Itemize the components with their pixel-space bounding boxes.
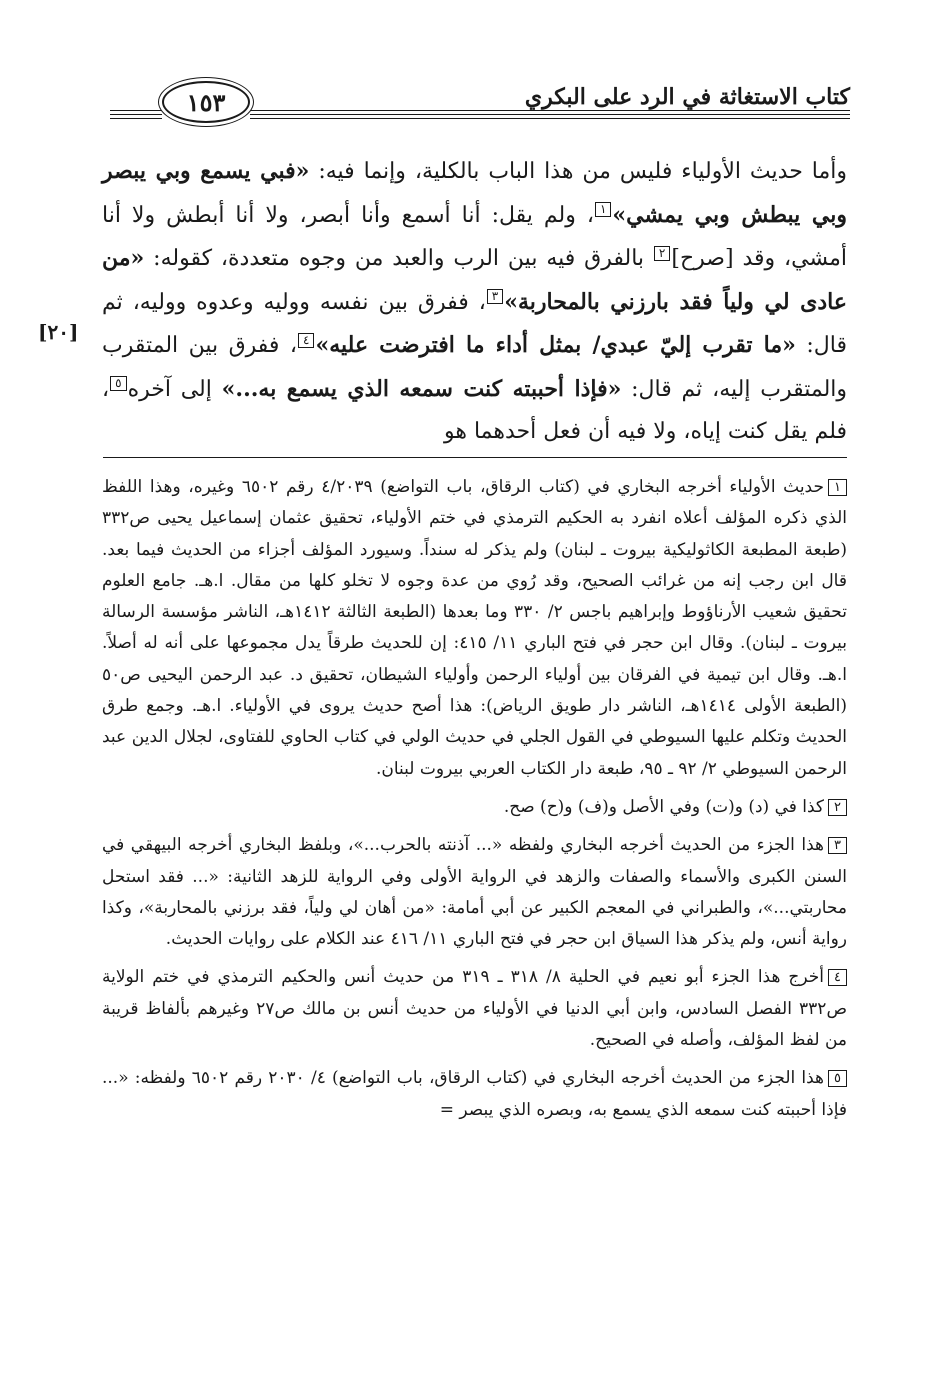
footnote-number: ٤: [828, 969, 847, 986]
footnote-text: هذا الجزء من الحديث أخرجه البخاري في (كتاب الرقاق، باب التواضع) ٤/ ٢٠٣٠ رقم ٦٥٠٢ ولفظه: «... فإذا أحببته كنت سمعه الذي يسمع به، وبصره الذي يبصر =: [102, 1068, 847, 1120]
page-number: ١٥٣: [162, 81, 250, 123]
hadith-quote: «فبي يسمع وبي يبصر وبي يبطش وبي يمشي»: [102, 158, 847, 228]
footnotes: [102, 472, 847, 1133]
page-header: [110, 80, 850, 130]
hadith-quote: «ما تقرب إليّ عبدي/ بمثل أداء ما افترضت عليه»: [315, 332, 796, 358]
main-text: [102, 150, 847, 454]
text-segment: إلى آخره: [127, 376, 222, 402]
footnote-number: ١: [828, 479, 847, 496]
footnote-ref[interactable]: ٢: [654, 246, 670, 261]
footnote-ref[interactable]: ١: [595, 202, 611, 217]
footnote-divider: [103, 457, 847, 458]
text-segment: وأما حديث الأولياء فليس من هذا الباب بالكلية، وإنما فيه:: [309, 159, 847, 184]
footnote-ref[interactable]: ٤: [298, 333, 314, 348]
footnote: [102, 1063, 847, 1126]
manuscript-folio-marker: [٢٠]: [38, 320, 79, 344]
hadith-quote: «فإذا أحببته كنت سمعه الذي يسمع به...»: [221, 375, 622, 402]
footnote-number: ٢: [828, 799, 847, 816]
footnote-text: حديث الأولياء أخرجه البخاري في (كتاب الرقاق، باب التواضع) ٤/٢٠٣٩ رقم ٦٥٠٢ وغيره، وهذا اللفظ الذي ذكره المؤلف أعلاه انفرد به الحكيم الترمذي في ختم الأولياء، تحقيق عثمان إسماعيل يحيى ص٣٣٢ (طبعة المطبعة الكاثوليكية بيروت ـ لبنان) ولم يذكر له سنداً. وسيورد المؤلف أجزاء من الحديث فيما بعد. قال ابن رجب إنه من غرائب الصحيح، وقد رُوي من عدة وجوه لا تخلو كلها من مقال. ا.هـ. جامع العلوم تحقيق شعيب الأرناؤوط وإبراهيم باجس ٢/ ٣٣٠ وما بعدها (الطبعة الثالثة ١٤١٢هـ، الناشر مؤسسة الرسالة بيروت ـ لبنان). وقال ابن حجر في فتح الباري ١١/ ٤١٥: إن للحديث طرقاً يدل مجموعها على أنه له أصلاً. ا.هـ. وقال ابن تيمية في الفرقان بين أولياء الرحمن وأولياء الشيطان، تحقيق د. عبد الرحمن اليحيى ص٥٠ (الطبعة الأولى ١٤١٤هـ، الناشر دار طويق الرياض): هذا أصح حديث يروى في الأولياء. ا.هـ. وجمع طرق الحديث وتكلم عليها السيوطي في القول الجلي في حديث الولي في كتاب الحاوي للفتاوى، لجلال الدين عبد الرحمن السيوطي ٢/ ٩٢ ـ ٩٥، طبعة دار الكتاب العربي بيروت لبنان.: [102, 477, 847, 779]
footnote-text: أخرج هذا الجزء أبو نعيم في الحلية ٨/ ٣١٨ ـ ٣١٩ من حديث أنس والحكيم الترمذي في ختم الولاية ص٣٣٢ الفصل السادس، وابن أبي الدنيا في الأولياء من حديث أنس بن مالك ص٢٧ وغيرهم بألفاظ قريبة من لفظ المؤلف، وأصله في الصحيح.: [102, 967, 847, 1051]
footnote-number: ٣: [828, 837, 847, 854]
text-segment: بالفرق فيه بين الرب والعبد من وجوه متعددة، كقوله:: [144, 246, 653, 271]
footnote-text: هذا الجزء من الحديث أخرجه البخاري ولفظه «... آذنته بالحرب...»، وبلفظ البخاري أخرجه البيهقي في السنن الكبرى والأسماء والصفات والزهد في الرواية الأولى وفي الرواية للزهد الثانية: «... فقد استحل محاربتي...»، والطبراني في المعجم الكبير عن أبي أمامة: «من أهان لي ولياً، فقد برزني بالمحاربة»، وكذا رواية أنس، ولم يذكر هذا السياق ابن حجر في فتح الباري ١١/ ٤١٦ عند الكلام على روايات الحديث.: [102, 835, 847, 950]
footnote-ref[interactable]: ٥: [110, 376, 126, 391]
footnote: [102, 792, 847, 823]
footnote: [102, 962, 847, 1056]
footnote-number: ٥: [828, 1070, 847, 1087]
hadith-quote: «من عادى لي ولياً فقد بارزني بالمحاربة»: [102, 245, 847, 315]
text-segment: ، ولم يقل: أنا أسمع وأنا أبصر، ولا أنا أبطش ولا أنا أمشي، وقد [صرح]: [102, 202, 847, 271]
footnote-text: كذا في (د) و(ت) وفي الأصل و(ف) و(ح) صح.: [503, 796, 825, 817]
text-segment: ، ففرق بين المتقرب والمتقرب إليه، ثم قال:: [102, 333, 848, 402]
text-segment: ، ففرق بين نفسه ووليه وعدوه ووليه، ثم قال:: [102, 289, 848, 358]
book-title: كتاب الاستغاثة في الرد على البكري: [524, 84, 850, 110]
text-segment: ، فلم يقل كنت إياه، ولا فيه أن فعل أحدهما هو: [102, 376, 847, 444]
footnote: [102, 472, 847, 785]
footnote: [102, 830, 847, 955]
footnote-ref[interactable]: ٣: [487, 289, 503, 304]
